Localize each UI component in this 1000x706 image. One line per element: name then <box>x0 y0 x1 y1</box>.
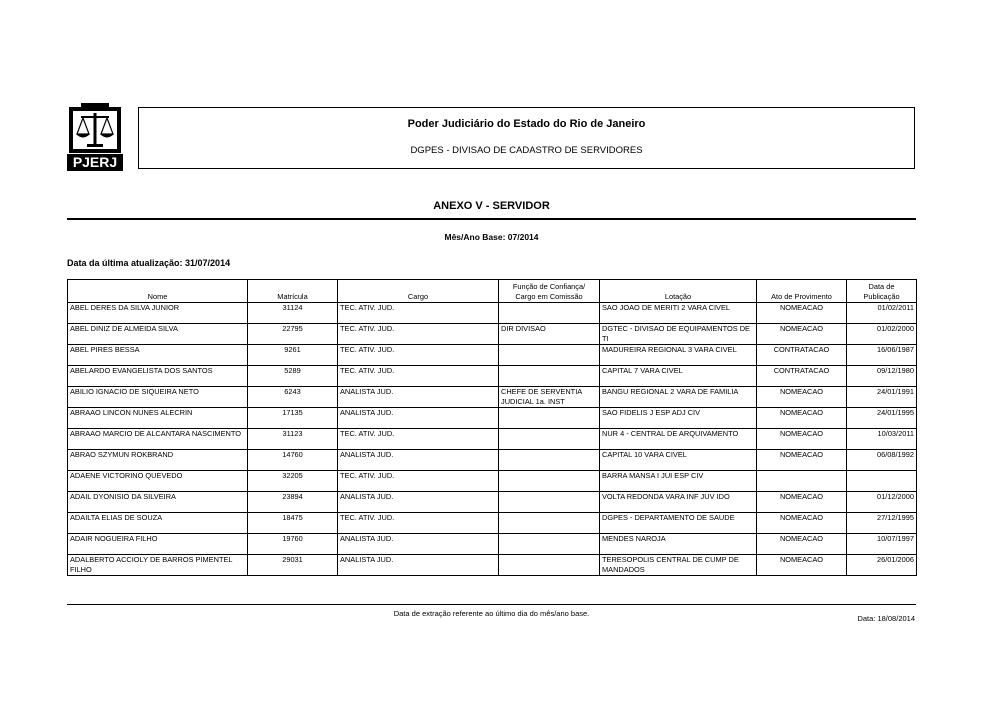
cell-cargo: TEC. ATIV. JUD. <box>338 345 499 366</box>
cell-ato: NOMEACAO <box>757 303 847 324</box>
cell-cargo: ANALISTA JUD. <box>338 534 499 555</box>
cell-nome: ABILIO IGNACIO DE SIQUEIRA NETO <box>68 387 248 408</box>
cell-data <box>847 471 917 492</box>
cell-nome: ABEL DINIZ DE ALMEIDA SILVA <box>68 324 248 345</box>
cell-cargo: TEC. ATIV. JUD. <box>338 366 499 387</box>
col-header-lotacao: Lotação <box>600 280 757 303</box>
cell-ato: NOMEACAO <box>757 492 847 513</box>
last-update-date: Data da última atualização: 31/07/2014 <box>67 258 231 268</box>
cell-matricula: 19760 <box>248 534 338 555</box>
col-header-data-line1: Data de <box>868 282 895 291</box>
cell-matricula: 17135 <box>248 408 338 429</box>
cell-cargo: TEC. ATIV. JUD. <box>338 303 499 324</box>
cell-data: 27/12/1995 <box>847 513 917 534</box>
cell-data: 26/01/2006 <box>847 555 917 576</box>
cell-funcao <box>499 429 600 450</box>
cell-cargo: TEC. ATIV. JUD. <box>338 471 499 492</box>
cell-matricula: 31124 <box>248 303 338 324</box>
cell-funcao <box>499 534 600 555</box>
header-title: Poder Judiciário do Estado do Rio de Janeiro <box>407 118 646 130</box>
col-header-funcao-line2: Cargo em Comissão <box>515 292 583 301</box>
table-row <box>68 471 917 492</box>
cell-lotacao: MADUREIRA REGIONAL 3 VARA CIVEL <box>600 345 757 366</box>
cell-data: 09/12/1980 <box>847 366 917 387</box>
cell-nome: ABELARDO EVANGELISTA DOS SANTOS <box>68 366 248 387</box>
cell-nome: ABEL PIRES BESSA <box>68 345 248 366</box>
cell-data: 06/08/1992 <box>847 450 917 471</box>
table-row <box>68 534 917 555</box>
table-row <box>68 345 917 366</box>
cell-matricula: 23894 <box>248 492 338 513</box>
table-row <box>68 450 917 471</box>
table-row <box>68 387 917 408</box>
cell-cargo: ANALISTA JUD. <box>338 387 499 408</box>
cell-ato: NOMEACAO <box>757 387 847 408</box>
pjerj-logo <box>67 101 123 171</box>
cell-ato: CONTRATACAO <box>757 345 847 366</box>
cell-lotacao: SAO JOAO DE MERITI 2 VARA CIVEL <box>600 303 757 324</box>
cell-nome: ABRAAO LINCON NUNES ALECRIN <box>68 408 248 429</box>
col-header-cargo: Cargo <box>338 280 499 303</box>
table-row <box>68 555 917 576</box>
cell-matricula: 29031 <box>248 555 338 576</box>
cell-cargo: ANALISTA JUD. <box>338 555 499 576</box>
col-header-matricula: Matrícula <box>248 280 338 303</box>
cell-matricula: 14760 <box>248 450 338 471</box>
cell-funcao: DIR DIVISAO <box>499 324 600 345</box>
cell-lotacao: CAPITAL 10 VARA CIVEL <box>600 450 757 471</box>
cell-ato: NOMEACAO <box>757 324 847 345</box>
cell-nome: ADALBERTO ACCIOLY DE BARROS PIMENTEL FILHO <box>68 555 248 576</box>
cell-ato: NOMEACAO <box>757 429 847 450</box>
table-row <box>68 513 917 534</box>
cell-nome: ABRAAO MARCIO DE ALCANTARA NASCIMENTO <box>68 429 248 450</box>
cell-ato: CONTRATACAO <box>757 366 847 387</box>
cell-lotacao: CAPITAL 7 VARA CIVEL <box>600 366 757 387</box>
col-header-ato: Ato de Provimento <box>757 280 847 303</box>
cell-cargo: TEC. ATIV. JUD. <box>338 429 499 450</box>
cell-data: 01/12/2000 <box>847 492 917 513</box>
table-row <box>68 408 917 429</box>
cell-data: 24/01/1995 <box>847 408 917 429</box>
cell-nome: ABEL DERES DA SILVA JUNIOR <box>68 303 248 324</box>
cell-ato: NOMEACAO <box>757 555 847 576</box>
cell-ato: NOMEACAO <box>757 408 847 429</box>
cell-funcao <box>499 303 600 324</box>
cell-matricula: 5289 <box>248 366 338 387</box>
cell-ato: NOMEACAO <box>757 450 847 471</box>
logo-text: PJERJ <box>72 154 118 170</box>
cell-funcao <box>499 492 600 513</box>
cell-lotacao: SAO FIDELIS J ESP ADJ CIV <box>600 408 757 429</box>
cell-funcao <box>499 471 600 492</box>
table-row <box>68 303 917 324</box>
cell-lotacao: BARRA MANSA I JUI ESP CIV <box>600 471 757 492</box>
cell-cargo: ANALISTA JUD. <box>338 450 499 471</box>
cell-nome: ADAENE VICTORINO QUEVEDO <box>68 471 248 492</box>
cell-data: 10/03/2011 <box>847 429 917 450</box>
col-header-nome: Nome <box>68 280 248 303</box>
footer-date: Data: 18/08/2014 <box>857 614 915 623</box>
annex-title: ANEXO V - SERVIDOR <box>433 200 550 212</box>
cell-matricula: 31123 <box>248 429 338 450</box>
cell-lotacao: DGTEC - DIVISAO DE EQUIPAMENTOS DE TI <box>600 324 757 345</box>
cell-matricula: 6243 <box>248 387 338 408</box>
cell-lotacao: NUR 4 - CENTRAL DE ARQUIVAMENTO <box>600 429 757 450</box>
cell-data: 24/01/1991 <box>847 387 917 408</box>
cell-funcao <box>499 345 600 366</box>
cell-nome: ADAILTA ELIAS DE SOUZA <box>68 513 248 534</box>
cell-nome: ADAIR NOGUEIRA FILHO <box>68 534 248 555</box>
cell-matricula: 22795 <box>248 324 338 345</box>
cell-cargo: TEC. ATIV. JUD. <box>338 324 499 345</box>
cell-data: 01/02/2011 <box>847 303 917 324</box>
col-header-data <box>847 280 917 303</box>
table-row <box>68 429 917 450</box>
cell-ato <box>757 471 847 492</box>
cell-nome: ABRAO SZYMUN ROKBRAND <box>68 450 248 471</box>
table-row <box>68 492 917 513</box>
col-header-funcao-line1: Função de Confiança/ <box>512 282 586 291</box>
cell-data: 16/06/1987 <box>847 345 917 366</box>
col-header-data-line2: Publicação <box>863 292 900 301</box>
title-divider <box>67 218 916 220</box>
cell-funcao <box>499 555 600 576</box>
cell-funcao <box>499 408 600 429</box>
cell-data: 01/02/2000 <box>847 324 917 345</box>
table-header-row <box>68 280 917 303</box>
cell-funcao <box>499 513 600 534</box>
cell-lotacao: VOLTA REDONDA VARA INF JUV IDO <box>600 492 757 513</box>
footer-divider <box>67 604 916 605</box>
cell-matricula: 18475 <box>248 513 338 534</box>
cell-lotacao: BANGU REGIONAL 2 VARA DE FAMILIA <box>600 387 757 408</box>
cell-matricula: 32205 <box>248 471 338 492</box>
cell-funcao <box>499 366 600 387</box>
cell-nome: ADAIL DYONISIO DA SILVEIRA <box>68 492 248 513</box>
month-year-base: Mês/Ano Base: 07/2014 <box>444 232 539 242</box>
cell-matricula: 9261 <box>248 345 338 366</box>
cell-cargo: ANALISTA JUD. <box>338 492 499 513</box>
cell-data: 10/07/1997 <box>847 534 917 555</box>
header-subtitle: DGPES - DIVISAO DE CADASTRO DE SERVIDORES <box>410 145 643 156</box>
cell-ato: NOMEACAO <box>757 534 847 555</box>
table-row <box>68 324 917 345</box>
cell-lotacao: TERESOPOLIS CENTRAL DE CUMP DE MANDADOS <box>600 555 757 576</box>
cell-cargo: ANALISTA JUD. <box>338 408 499 429</box>
cell-cargo: TEC. ATIV. JUD. <box>338 513 499 534</box>
col-header-funcao <box>499 280 600 303</box>
footer-note: Data de extração referente ao último dia do mês/ano base. <box>393 609 590 618</box>
cell-lotacao: MENDES NAROJA <box>600 534 757 555</box>
cell-funcao: CHEFE DE SERVENTIA JUDICIAL 1a. INST <box>499 387 600 408</box>
servers-table <box>67 279 917 576</box>
table-row <box>68 366 917 387</box>
cell-ato: NOMEACAO <box>757 513 847 534</box>
justice-scale-icon <box>69 103 121 153</box>
header-box <box>138 107 915 169</box>
cell-lotacao: DGPES - DEPARTAMENTO DE SAUDE <box>600 513 757 534</box>
cell-funcao <box>499 450 600 471</box>
